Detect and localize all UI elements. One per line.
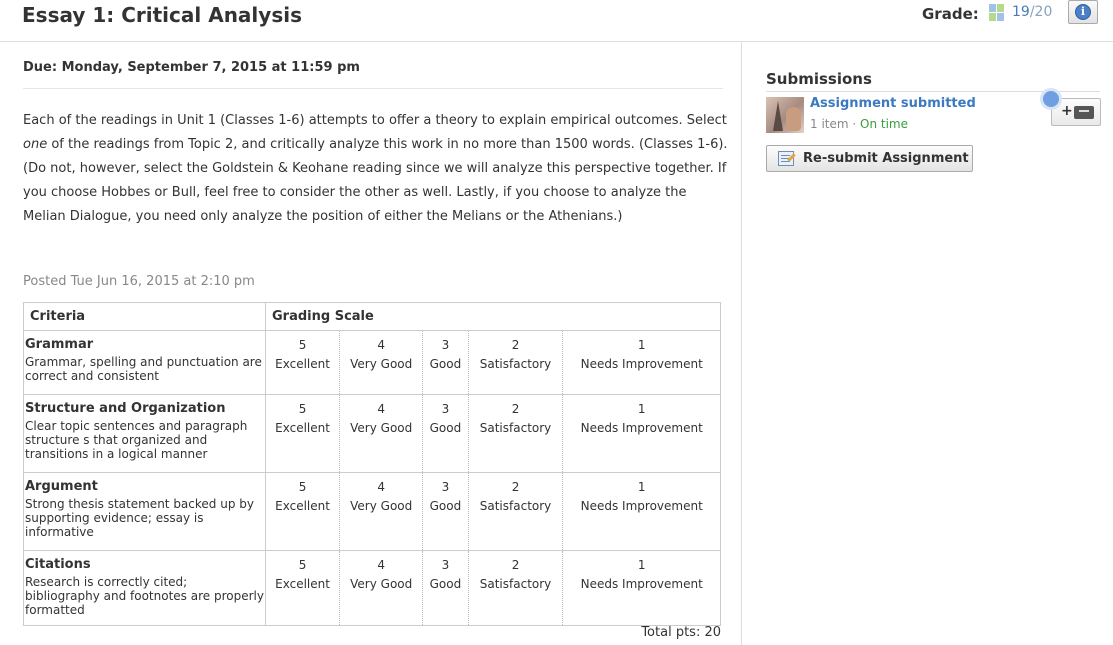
rating-label: Satisfactory [479,357,552,371]
criterion-cell [24,395,266,473]
item-count: 1 item [810,117,849,131]
rating-label: Excellent [275,357,330,371]
grade-grid-icon [989,4,1005,22]
status-badge: On time [860,117,908,131]
rating-label: Needs Improvement [580,357,703,371]
rating-cell [340,551,423,626]
rubric-row [24,473,721,551]
rating-points: 4 [377,402,386,416]
rating-points: 4 [377,480,386,494]
portrait-shape [786,107,801,131]
assignment-main [0,42,742,645]
rating-cell [423,331,468,395]
criterion-cell [24,551,266,626]
rating-cell [340,395,423,473]
criterion-name: Argument [25,479,98,494]
rating-points: 5 [298,402,307,416]
rubric-row [24,395,721,473]
rating-points: 1 [637,558,646,572]
cursor-indicator [1040,88,1062,110]
rating-points: 3 [441,480,450,494]
description-emphasis: one [23,137,48,152]
rubric-table [23,302,721,626]
info-icon: i [1075,4,1091,20]
rating-cell [468,473,563,551]
assignment-submitted-link[interactable]: Assignment submitted [810,96,976,111]
rating-points: 3 [441,558,450,572]
rating-label: Good [429,499,462,513]
rating-points: 1 [637,480,646,494]
due-date: Due: Monday, September 7, 2015 at 11:59 pm [23,60,360,75]
info-button[interactable] [1068,0,1098,24]
rating-label: Good [429,577,462,591]
rating-points: 4 [377,338,386,352]
page-title: Essay 1: Critical Analysis [22,3,302,27]
rating-cell [266,395,340,473]
description-text: Each of the readings in Unit 1 (Classes 1-6) attempts to offer a theory to explain empirical outcomes. Select [23,113,727,128]
rating-points: 1 [637,402,646,416]
rating-points: 5 [298,338,307,352]
criterion-description: Strong thesis statement backed up by supporting evidence; essay is informative [25,497,254,539]
rating-cell [266,331,340,395]
rating-cell [563,395,721,473]
rating-points: 3 [441,338,450,352]
rating-points: 4 [377,558,386,572]
rating-points: 5 [298,558,307,572]
rating-label: Very Good [350,499,413,513]
rating-points: 2 [511,480,520,494]
submissions-title: Submissions [766,70,872,88]
rating-points: 2 [511,558,520,572]
rating-cell [340,473,423,551]
description-text: of the readings from Topic 2, and critically analyze this work in no more than 1500 words. (Classes 1-6). (Do not, however, select the Goldstein & Keohane reading since we will analyze this perspective together. If you choose Hobbes or Bull, feel free to consider the other as well. Lastly, if you choose to analyze the Melian Dialogue, you need only analyze the position of either the Melians or the Athenians.) [23,137,728,224]
rating-label: Excellent [275,421,330,435]
rating-cell [563,473,721,551]
rating-points: 3 [441,402,450,416]
criterion-cell [24,473,266,551]
rating-label: Satisfactory [479,421,552,435]
rating-cell [563,331,721,395]
grade-total: /20 [1029,4,1053,20]
criteria-header: Criteria [24,303,266,331]
rating-cell [423,551,468,626]
edit-document-icon [778,151,794,166]
resubmit-button[interactable] [766,145,973,172]
separator: · [848,117,861,131]
posted-date: Posted Tue Jun 16, 2015 at 2:10 pm [23,274,255,289]
rating-cell [423,395,468,473]
rubric-row [24,331,721,395]
rating-label: Very Good [350,421,413,435]
rating-cell [468,331,563,395]
rating-points: 5 [298,480,307,494]
rating-cell [266,473,340,551]
eiffel-tower-icon [773,101,783,131]
grading-scale-header: Grading Scale [266,303,721,331]
rating-cell [423,473,468,551]
criterion-name: Citations [25,557,91,572]
rating-label: Very Good [350,357,413,371]
criterion-name: Structure and Organization [25,401,226,416]
rating-label: Excellent [275,499,330,513]
rating-cell [468,551,563,626]
rating-label: Needs Improvement [580,499,703,513]
submission-meta [810,117,908,131]
plus-icon: + [1061,103,1073,119]
divider [23,88,723,89]
grade-label: Grade: [922,5,979,23]
total-points: Total pts: 20 [641,625,721,640]
tray-icon [1074,106,1094,119]
grade-score: 19 [1012,4,1030,20]
rating-cell [468,395,563,473]
rating-label: Needs Improvement [580,577,703,591]
rating-points: 1 [637,338,646,352]
rating-label: Needs Improvement [580,421,703,435]
rating-label: Excellent [275,577,330,591]
header [0,0,1113,42]
criterion-description: Clear topic sentences and paragraph structure s that organized and transitions in a logical manner [25,419,248,461]
rating-label: Good [429,421,462,435]
assignment-description [23,109,728,229]
rating-label: Good [429,357,462,371]
grade-value [1012,4,1052,20]
resubmit-label: Re-submit Assignment [803,151,969,166]
criterion-description: Grammar, spelling and punctuation are correct and consistent [25,355,262,383]
rubric-row [24,551,721,626]
submissions-sidebar [743,42,1113,645]
rating-cell [563,551,721,626]
rating-cell [340,331,423,395]
rating-label: Satisfactory [479,577,552,591]
criterion-description: Research is correctly cited; bibliography and footnotes are properly formatted [25,575,264,617]
rating-label: Satisfactory [479,499,552,513]
rubric-header-row [24,303,721,331]
criterion-cell [24,331,266,395]
rating-cell [266,551,340,626]
avatar [766,97,804,133]
criterion-name: Grammar [25,337,94,352]
rating-label: Very Good [350,577,413,591]
rating-points: 2 [511,402,520,416]
rating-points: 2 [511,338,520,352]
